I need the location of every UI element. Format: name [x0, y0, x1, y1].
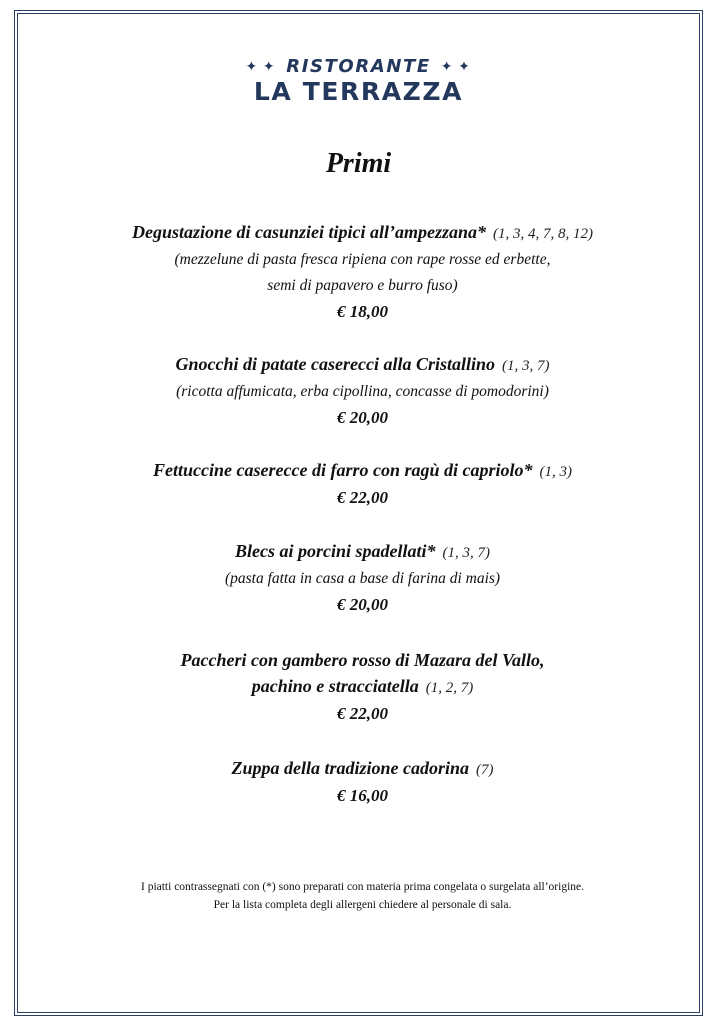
footnote: [40, 878, 685, 914]
menu-item: [40, 538, 685, 618]
logo-restaurant-name: LA TERRAZZA: [253, 77, 464, 106]
dish-allergens: (1, 3, 7): [442, 545, 490, 561]
dish-allergens: (7): [476, 762, 494, 778]
menu-item: [40, 351, 685, 431]
restaurant-logo: [0, 56, 717, 106]
dish-price: € 18,00: [337, 302, 388, 321]
star-icon: ✦: [440, 59, 455, 75]
dish-price: € 22,00: [337, 488, 388, 507]
dish-name: Zuppa della tradizione cadorina: [231, 758, 469, 778]
dish-name-line: [40, 457, 685, 485]
dish-allergens: (1, 3, 7): [501, 358, 550, 374]
star-icon: ✦: [262, 59, 277, 75]
dish-description: (ricotta affumicata, erba cipollina, concasse di pomodorini): [176, 383, 549, 400]
dish-description: (pasta fatta in casa a base di farina di mais): [224, 570, 501, 587]
dish-allergens: (1, 2, 7): [425, 680, 474, 696]
menu-item: [40, 457, 685, 511]
dish-name-continued: pachino e stracciatella: [251, 676, 419, 696]
dish-name-line: [40, 219, 685, 247]
dish-name: Gnocchi di patate caserecci alla Cristallino: [175, 354, 495, 374]
section-title: Primi: [325, 148, 392, 179]
logo-ristorante: RISTORANTE: [286, 56, 431, 77]
dish-description: semi di papavero e burro fuso): [267, 277, 458, 294]
dish-price: € 16,00: [337, 786, 388, 805]
dish-price: € 20,00: [337, 408, 388, 427]
footnote-allergen-notice: Per la lista completa degli allergeni chiedere al personale di sala.: [213, 899, 512, 911]
dish-name: Fettuccine caserecce di farro con ragù di capriolo*: [153, 460, 533, 480]
dish-name-line: [40, 538, 685, 566]
dish-name: Degustazione di casunziei tipici all’ampezzana*: [131, 222, 487, 242]
star-icon: ✦: [458, 59, 472, 75]
footnote-frozen-notice: I piatti contrassegnati con (*) sono preparati con materia prima congelata o surgelata all’origine.: [140, 881, 584, 893]
dish-price: € 20,00: [337, 595, 388, 614]
dish-name: Blecs ai porcini spadellati*: [235, 541, 436, 561]
dish-allergens: (1, 3, 4, 7, 8, 12): [493, 226, 594, 242]
dish-price: € 22,00: [337, 704, 388, 723]
dish-name: Paccheri con gambero rosso di Mazara del Vallo,: [180, 650, 545, 670]
dish-name-line: [40, 673, 685, 701]
dish-description: (mezzelune di pasta fresca ripiena con rape rosse ed erbette,: [174, 251, 551, 268]
star-icon: ✦: [245, 59, 259, 75]
dish-name-line: [40, 755, 685, 783]
menu-item: [40, 647, 685, 727]
dish-allergens: (1, 3): [539, 464, 572, 480]
menu-item: [40, 219, 685, 325]
logo-top-line: [0, 56, 717, 78]
dish-name-line: [40, 351, 685, 379]
menu-item: [40, 755, 685, 809]
